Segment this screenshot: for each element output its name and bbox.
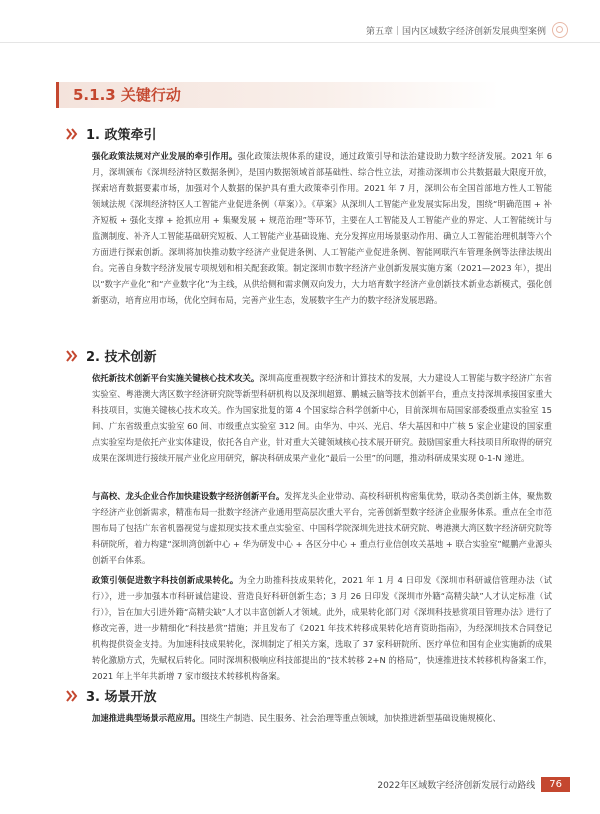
paragraph-body: 为全力助推科技成果转化，2021 年 1 月 4 日印发《深圳市科研诚信管理办法（试行）》，进一步加强本市科研诚信建设、营造良好科研创新生态；3 月 26 日印发《深圳市外籍“高精尖缺”人才认定标准（试行）》，旨在加大引进外籍“高精尖缺”人才以丰富创新人才领域。此外，成果转化部门对《深圳科技悬赏项目管理办法》进行了修改完善，进一步精细化“科技悬赏”措施；并且发布了《2021 年技术转移成果转化培育资助指南》，为经深圳技术合同登记机构提供资金支持。为加速科技成果转化，深圳制定了相关方案，选取了 37 家科研院所、医疗单位和国有企业实施新的成果转化激励方式，先赋权后转化。同时深圳积极响应科技部提出的“技术转移 2+N 的格局”，快速推进技术转移机构备案工作，2021 年上半年共新增 7 家市级技术转移机构备案。 (92, 575, 552, 681)
page-footer (377, 777, 570, 792)
paragraph-lead: 强化政策法规对产业发展的牵引作用。 (92, 151, 238, 161)
paragraph-lead: 与高校、龙头企业合作加快建设数字经济创新平台。 (92, 491, 285, 501)
paragraph-policy (92, 148, 552, 308)
paragraph-lead: 加速推进典型场景示范应用。 (92, 713, 201, 723)
subsection-title: 1. 政策牵引 (86, 128, 157, 143)
chapter-title: 第五章｜国内区域数字经济创新发展典型案例 (365, 26, 546, 37)
subsection-heading-policy (66, 124, 157, 143)
subsection-heading-scenario (66, 686, 157, 705)
paragraph-lead: 依托新技术创新平台实施关键核心技术攻关。 (92, 373, 260, 383)
footer-title: 2022年区域数字经济创新发展行动路线 (377, 781, 536, 791)
paragraph-university-cooperation (92, 488, 552, 568)
running-header (366, 22, 568, 38)
section-title: 5.1.3 关键行动 (73, 86, 181, 104)
double-chevron-icon (66, 690, 78, 702)
paragraph-transfer (92, 572, 552, 684)
paragraph-body: 围绕生产制造、民生服务、社会治理等重点领域，加快推进新型基础设施规模化、 (200, 713, 501, 723)
paragraph-body: 强化政策法规体系的建设，通过政策引导和法治建设助力数字经济发展。2021 年 6 月，深圳颁布《深圳经济特区数据条例》，是国内数据领域首部基础性、综合性立法，对推动深圳市公共数据最大限度开放，探索培育数据要素市场，加强对个人数据的保护具有重大政策牵引作用。2021 年 7 月，深圳公布全国首部地方性人工智能领域法规《深圳经济特区人工智能产业促进条例（草案）》。《草案》从深圳人工智能产业发展实际出发，围绕“明确范围 + 补齐短板 + 强化支撑 + 抢抓应用 + 集聚发展 + 规范治理”等环节，主要在人工智能及人工智能产业的界定、人工智能统计与监测制度、补齐人工智能基础研究短板、人工智能产业基础设施、充分发挥应用场景驱动作用、确立人工智能治理机制等六个方面进行探索创新。深圳将加快推动数字经济产业促进条例、人工智能产业促进条例、智能网联汽车管理条例等法律法规出台。完善自身数字经济发展专项规划和相关配套政策。制定深圳市数字经济产业创新发展实施方案（2021—2023 年），提出以“数字产业化”和“产业数字化”为主线，从供给侧和需求侧双向发力，大力培育数字经济产业创新技术新业态新模式，强化创新驱动，培育应用市场，优化空间布局，完善产业生态，发展数字生产力的数字经济发展思路。 (92, 151, 552, 305)
page-number: 76 (541, 777, 570, 792)
header-logo-icon (552, 22, 568, 38)
header-divider (0, 42, 600, 43)
paragraph-lead: 政策引领促进数字科技创新成果转化。 (92, 575, 239, 585)
paragraph-scenario (92, 710, 552, 726)
subsection-title: 2. 技术创新 (86, 350, 157, 365)
section-banner (56, 82, 499, 108)
paragraph-body: 深圳高度重视数字经济和计算技术的发展，大力建设人工智能与数字经济广东省实验室、粤港澳大湾区数字经济研究院等新型科研机构以及深圳超算、鹏城云脑等技术创新平台，重点支持深圳承接国家重大科技项目，实施关键核心技术攻关。作为国家批复的第 4 个国家综合科学创新中心，目前深圳布局国家部委级重点实验室 15 间、广东省级重点实验室 60 间、市级重点实验室 312 间。由华为、中兴、光启、华大基因和中广核 5 家企业建设的国家重点实验室均是依托产业实体建设，依托各自产业，针对重大关键领域核心技术展开研究。鼓励国家重大科技项目所取得的研究成果在深圳进行接续开展产业化应用研究，解决科研成果产业化“最后一公里”的问题，推动科研成果实现 0-1-N 递进。 (92, 373, 552, 463)
paragraph-tech-platform (92, 370, 552, 466)
double-chevron-icon (66, 128, 78, 140)
paragraph-body: 发挥龙头企业带动、高校科研机构密集优势，联动各类创新主体，聚焦数字经济产业创新需求，精准布局一批数字经济产业通用型高层次重大平台，完善创新型数字经济企业服务体系。重点在全市范围布局了包括广东省机器视觉与虚拟现实技术重点实验室、中国科学院深圳先进技术研究院、粤港澳大湾区数字经济研究院等科研院所，着力构建“深圳湾创新中心 + 华为研发中心 + 各区分中心 + 重点行业信创攻关基地 + 联合实验室”鲲鹏产业源头创新平台体系。 (92, 491, 553, 565)
double-chevron-icon (66, 350, 78, 362)
subsection-title: 3. 场景开放 (86, 690, 157, 705)
subsection-heading-tech (66, 346, 157, 365)
